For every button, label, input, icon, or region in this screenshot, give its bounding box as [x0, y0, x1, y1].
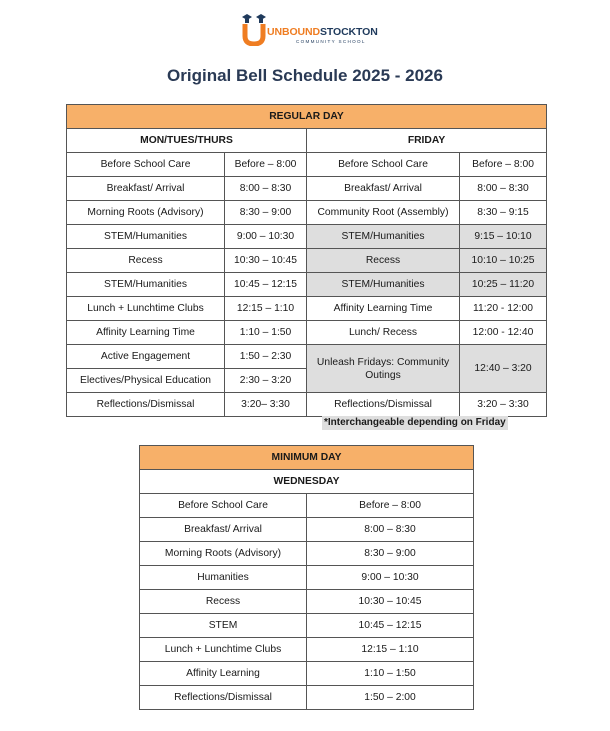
time-cell: 9:15 – 10:10 [460, 225, 547, 249]
time-cell: Before – 8:00 [307, 494, 474, 518]
time-cell: 2:30 – 3:20 [225, 369, 307, 393]
time-cell: 10:45 – 12:15 [307, 614, 474, 638]
time-cell: 1:10 – 1:50 [307, 662, 474, 686]
table-row [67, 153, 547, 177]
table-row [67, 177, 547, 201]
time-cell: 3:20 – 3:30 [460, 393, 547, 417]
time-cell: 3:20– 3:30 [225, 393, 307, 417]
table-row [140, 590, 474, 614]
table-row [67, 321, 547, 345]
activity-cell: STEM/Humanities [307, 273, 460, 297]
table-row [67, 201, 547, 225]
activity-cell: Recess [140, 590, 307, 614]
activity-cell: Before School Care [67, 153, 225, 177]
activity-cell: Recess [307, 249, 460, 273]
table-row [67, 273, 547, 297]
time-cell: 10:25 – 11:20 [460, 273, 547, 297]
table-row [140, 638, 474, 662]
activity-cell: Breakfast/ Arrival [307, 177, 460, 201]
time-cell: 9:00 – 10:30 [307, 566, 474, 590]
time-cell: 9:00 – 10:30 [225, 225, 307, 249]
table-row [140, 662, 474, 686]
activity-cell: Breakfast/ Arrival [140, 518, 307, 542]
time-cell: Before – 8:00 [225, 153, 307, 177]
activity-cell: Morning Roots (Advisory) [140, 542, 307, 566]
time-cell: 12:15 – 1:10 [307, 638, 474, 662]
time-cell: 8:00 – 8:30 [225, 177, 307, 201]
footnote: *Interchangeable depending on Friday [324, 417, 506, 428]
time-cell: 10:45 – 12:15 [225, 273, 307, 297]
regular-day-header: REGULAR DAY [67, 105, 547, 129]
activity-cell: Lunch + Lunchtime Clubs [67, 297, 225, 321]
table-row [140, 686, 474, 710]
activity-cell: Before School Care [307, 153, 460, 177]
time-cell: Before – 8:00 [460, 153, 547, 177]
mon-tues-thurs-header: MON/TUES/THURS [67, 129, 307, 153]
regular-day-table [66, 104, 547, 417]
table-row [67, 249, 547, 273]
page-title: Original Bell Schedule 2025 - 2026 [167, 66, 443, 85]
activity-cell: Affinity Learning Time [67, 321, 225, 345]
logo-wordmark [267, 26, 378, 38]
time-cell: 11:20 - 12:00 [460, 297, 547, 321]
time-cell: 10:30 – 10:45 [307, 590, 474, 614]
table-row [67, 345, 547, 369]
activity-cell: STEM/Humanities [67, 273, 225, 297]
activity-cell: Active Engagement [67, 345, 225, 369]
activity-cell: Unleash Fridays: Community Outings [307, 345, 460, 393]
activity-cell: Reflections/Dismissal [307, 393, 460, 417]
activity-cell: Reflections/Dismissal [67, 393, 225, 417]
time-cell: 8:00 – 8:30 [307, 518, 474, 542]
table-row [67, 225, 547, 249]
activity-cell: Affinity Learning Time [307, 297, 460, 321]
logo-word-unbound: UNBOUND [267, 26, 320, 38]
minimum-day-table [139, 445, 474, 710]
table-row [67, 297, 547, 321]
activity-cell: STEM [140, 614, 307, 638]
time-cell: 1:10 – 1:50 [225, 321, 307, 345]
logo-word-stockton: STOCKTON [319, 26, 378, 38]
graduation-cap-u-icon [242, 10, 266, 46]
time-cell: 10:10 – 10:25 [460, 249, 547, 273]
activity-cell: Reflections/Dismissal [140, 686, 307, 710]
time-cell: 8:00 – 8:30 [460, 177, 547, 201]
time-cell: 8:30 – 9:15 [460, 201, 547, 225]
activity-cell: STEM/Humanities [67, 225, 225, 249]
table-row [67, 393, 547, 417]
activity-cell: Lunch + Lunchtime Clubs [140, 638, 307, 662]
time-cell: 1:50 – 2:00 [307, 686, 474, 710]
activity-cell: Humanities [140, 566, 307, 590]
time-cell: 12:15 – 1:10 [225, 297, 307, 321]
friday-header: FRIDAY [307, 129, 547, 153]
table-row [140, 542, 474, 566]
logo-subtitle: COMMUNITY SCHOOL [296, 39, 366, 44]
activity-cell: Morning Roots (Advisory) [67, 201, 225, 225]
wednesday-header: WEDNESDAY [140, 470, 474, 494]
time-cell: 12:40 – 3:20 [460, 345, 547, 393]
table-row [140, 518, 474, 542]
activity-cell: Recess [67, 249, 225, 273]
table-row [140, 614, 474, 638]
time-cell: 8:30 – 9:00 [225, 201, 307, 225]
activity-cell: Before School Care [140, 494, 307, 518]
activity-cell: Community Root (Assembly) [307, 201, 460, 225]
activity-cell: Breakfast/ Arrival [67, 177, 225, 201]
activity-cell: STEM/Humanities [307, 225, 460, 249]
school-logo [240, 8, 380, 48]
activity-cell: Lunch/ Recess [307, 321, 460, 345]
activity-cell: Electives/Physical Education [67, 369, 225, 393]
minimum-day-header: MINIMUM DAY [140, 446, 474, 470]
table-row [140, 494, 474, 518]
time-cell: 10:30 – 10:45 [225, 249, 307, 273]
time-cell: 1:50 – 2:30 [225, 345, 307, 369]
time-cell: 8:30 – 9:00 [307, 542, 474, 566]
activity-cell: Affinity Learning [140, 662, 307, 686]
table-row [140, 566, 474, 590]
time-cell: 12:00 - 12:40 [460, 321, 547, 345]
